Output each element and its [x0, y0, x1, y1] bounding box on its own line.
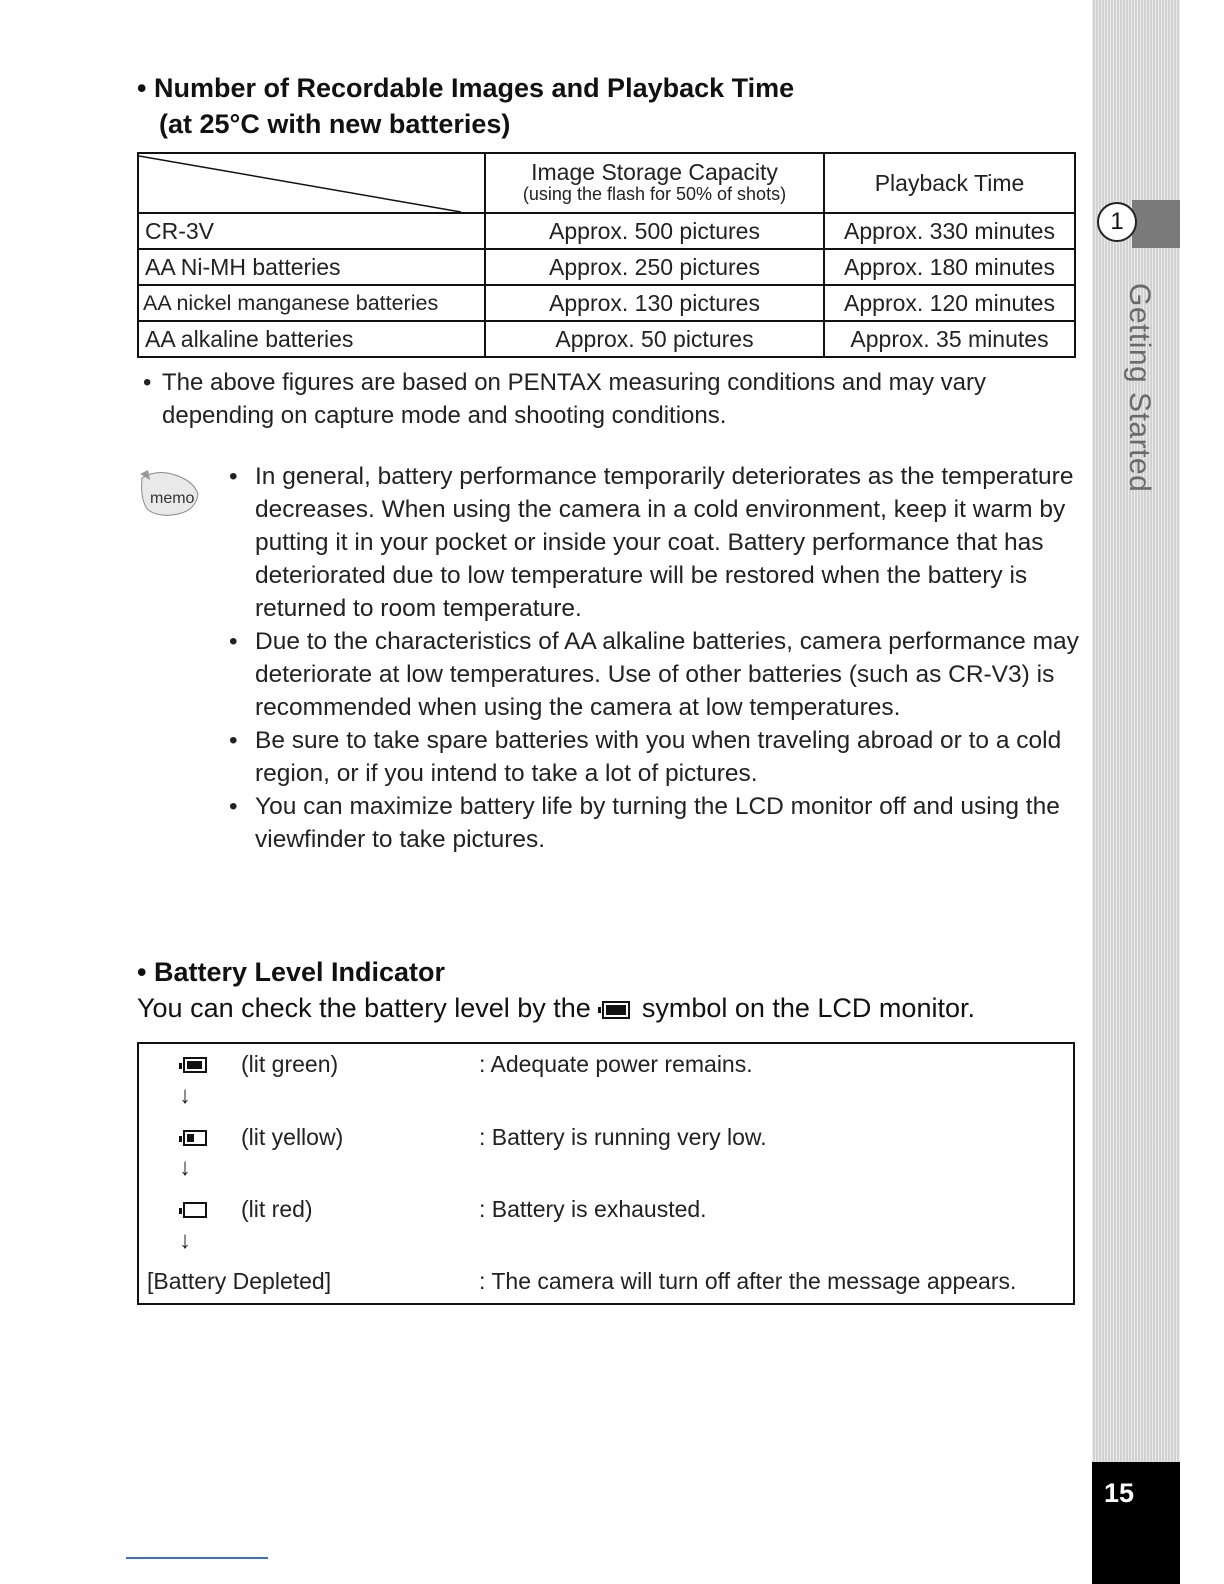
battery-empty-icon	[183, 1202, 207, 1218]
recordable-images-table	[137, 152, 1076, 358]
battery-full-icon	[602, 1001, 630, 1019]
battery-fill	[187, 1134, 194, 1142]
table-row	[138, 249, 1075, 285]
image-count-cell: Approx. 500 pictures	[485, 213, 824, 249]
level-state: (lit red)	[241, 1196, 313, 1222]
battery-full-icon	[183, 1057, 207, 1073]
memo-item: • Be sure to take spare batteries with you when traveling abroad or to a cold region, or if you intend to take a lot of pictures.	[229, 724, 1079, 790]
diagonal-divider	[139, 154, 472, 214]
image-count-cell: Approx. 50 pictures	[485, 321, 824, 357]
table-header-row	[138, 153, 1075, 213]
level-state: (lit yellow)	[241, 1124, 344, 1150]
bullet: •	[229, 727, 238, 754]
chapter-number-badge: 1	[1097, 202, 1137, 242]
bullet: •	[229, 793, 238, 820]
table-row	[138, 213, 1075, 249]
footer-rule	[126, 1557, 268, 1559]
playback-time-cell: Approx. 180 minutes	[824, 249, 1075, 285]
level-description: : The camera will turn off after the message appears.	[479, 1268, 1017, 1294]
memo-item: • In general, battery performance temporarily deteriorates as the temperature decreases. When using the camera in a cold environment, keep it warm by putting it in your pocket or inside your coat. Battery performance that has deteriorated due to low temperature will be restored when the battery is returned to room temperature.	[229, 460, 1079, 625]
bullet: •	[229, 463, 238, 490]
chapter-title: Getting Started	[1123, 283, 1156, 493]
battery-type-cell: AA nickel manganese batteries	[138, 285, 485, 321]
table-row	[138, 285, 1075, 321]
down-arrow-icon: ↓	[179, 1227, 191, 1254]
level-description: : Battery is running very low.	[479, 1124, 767, 1150]
battery-type-cell: AA alkaline batteries	[138, 321, 485, 357]
battery-type-cell: AA Ni-MH batteries	[138, 249, 485, 285]
memo-item: • You can maximize battery life by turning the LCD monitor off and using the viewfinder to take pictures.	[229, 790, 1079, 856]
playback-time-cell: Approx. 330 minutes	[824, 213, 1075, 249]
image-count-cell: Approx. 130 pictures	[485, 285, 824, 321]
battery-fill	[187, 1061, 202, 1069]
battery-level-table	[137, 1042, 1075, 1305]
chapter-marker-block	[1132, 200, 1180, 248]
table-corner-cell	[138, 153, 485, 213]
memo-notes	[229, 460, 1079, 856]
bullet: •	[143, 369, 152, 396]
level-description: : Adequate power remains.	[479, 1051, 753, 1077]
playback-time-cell: Approx. 35 minutes	[824, 321, 1075, 357]
bullet: •	[229, 628, 238, 655]
level-state: [Battery Depleted]	[147, 1268, 332, 1294]
level-state: (lit green)	[241, 1051, 339, 1077]
level-description: : Battery is exhausted.	[479, 1196, 707, 1222]
svg-text:memo: memo	[150, 490, 195, 507]
section-heading-recordable-images: • Number of Recordable Images and Playback Time (at 25°C with new batteries)	[137, 73, 795, 139]
memo-item: • Due to the characteristics of AA alkaline batteries, camera performance may deteriorate at low temperatures. Use of other batteries (such as CR-V3) is recommended when using the camera at low temperatures.	[229, 625, 1079, 724]
column-header-playback: Playback Time	[824, 153, 1075, 213]
playback-time-cell: Approx. 120 minutes	[824, 285, 1075, 321]
down-arrow-icon: ↓	[179, 1082, 191, 1109]
column-header-storage: Image Storage Capacity (using the flash for 50% of shots)	[485, 153, 824, 213]
section-heading-battery-level: • Battery Level Indicator	[137, 957, 446, 987]
battery-level-intro: You can check the battery level by the symbol on the LCD monitor.	[137, 993, 975, 1023]
memo-icon	[138, 470, 204, 518]
battery-type-cell: CR-3V	[138, 213, 485, 249]
table-row	[138, 321, 1075, 357]
down-arrow-icon: ↓	[179, 1154, 191, 1181]
page-number: 15	[1092, 1462, 1180, 1584]
table-footnote: • The above figures are based on PENTAX measuring conditions and may vary depending on capture mode and shooting conditions.	[143, 366, 1093, 432]
battery-low-icon	[183, 1130, 207, 1146]
image-count-cell: Approx. 250 pictures	[485, 249, 824, 285]
